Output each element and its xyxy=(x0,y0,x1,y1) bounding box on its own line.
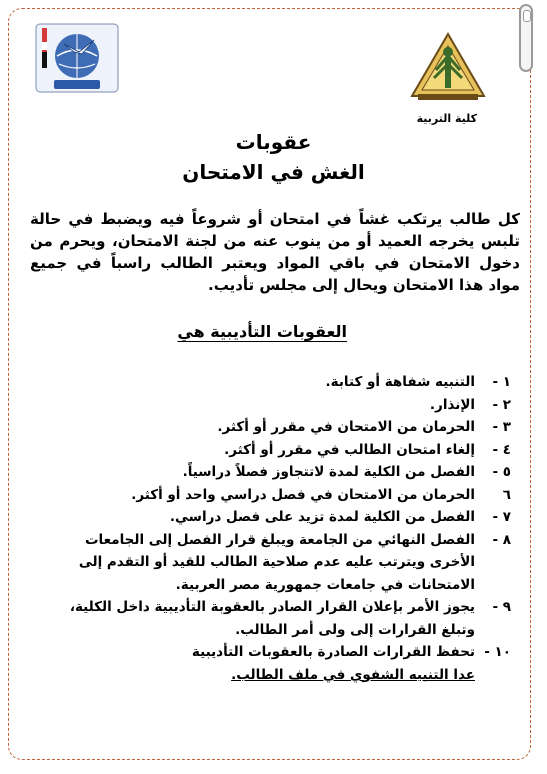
list-item xyxy=(41,439,511,462)
section-heading: العقوبات التأديبية هي xyxy=(177,322,347,341)
item-text-line: تحفظ القرارات الصادرة بالعقوبات التأديبية xyxy=(191,644,475,660)
item-number: ٤ - xyxy=(492,441,511,458)
page-title: عقوبات xyxy=(235,130,312,154)
item-text: الحرمان من الامتحان في مقرر أو أكثر. xyxy=(217,419,475,435)
item-text-underlined: عدا التنبيه الشفوي في ملف الطالب. xyxy=(231,666,475,683)
list-item xyxy=(41,461,511,484)
item-number: ٩ - xyxy=(492,599,511,615)
item-text: التنبيه شفاهة أو كتابة. xyxy=(325,374,475,390)
list-item xyxy=(41,416,511,439)
item-text: إلغاء امتحان الطالب في مقرر أو أكثر. xyxy=(224,441,475,458)
item-number: ١ - xyxy=(492,374,511,390)
penalties-list xyxy=(41,371,511,686)
item-text xyxy=(41,641,475,686)
list-item xyxy=(41,394,511,417)
list-item xyxy=(41,484,511,507)
item-number: ٨ - xyxy=(492,531,511,548)
intro-paragraph: كل طالب يرتكب غشاً في امتحان أو شروعاً فيه ويضبط في حالة تلبس يخرجه العميد أو من ينوب عنه من لجنة الامتحان، ويحرم من دخول الامتحان في باقي المواد ويعتبر الطالب راسباً في جميع مواد هذا الامتحان ويحال إلى مجلس تأديب. xyxy=(30,210,520,294)
item-number: ٦ xyxy=(502,486,511,503)
item-number: ١٠ - xyxy=(484,644,511,660)
item-text: الإنذار. xyxy=(429,396,475,413)
item-number: ٥ - xyxy=(492,464,511,480)
list-item xyxy=(41,641,511,686)
list-item xyxy=(41,596,511,641)
scroll-handle[interactable] xyxy=(519,4,533,72)
item-number: ٢ - xyxy=(492,396,511,413)
item-text: الفصل من الكلية لمدة تزيد على فصل دراسي. xyxy=(169,509,475,525)
item-text: الفصل النهائي من الجامعة ويبلغ قرار الفصل إلى الجامعات الأخرى ويترتب عليه عدم صلاحية الطالب للقيد أو التقدم إلى الامتحانات في جامعات جمهورية مصر العربية. xyxy=(78,531,475,593)
item-number: ٧ - xyxy=(492,509,511,525)
university-logo-icon xyxy=(408,30,488,104)
list-item xyxy=(41,506,511,529)
item-text: يجوز الأمر بإعلان القرار الصادر بالعقوبة التأديبية داخل الكلية، وتبلغ القرارات إلى ولى أمر الطالب. xyxy=(69,599,475,638)
list-item xyxy=(41,371,511,394)
page-subtitle: الغش في الامتحان xyxy=(182,160,365,184)
item-number: ٣ - xyxy=(492,419,511,435)
item-text: الحرمان من الامتحان في فصل دراسي واحد أو أكثر. xyxy=(131,486,475,503)
list-item xyxy=(41,529,511,597)
faculty-label: كلية التربية xyxy=(416,112,477,125)
education-logo-icon xyxy=(34,22,120,94)
scroll-handle-cap[interactable] xyxy=(523,10,531,22)
item-text: الفصل من الكلية لمدة لاتتجاوز فصلاً دراسياً. xyxy=(182,464,475,480)
